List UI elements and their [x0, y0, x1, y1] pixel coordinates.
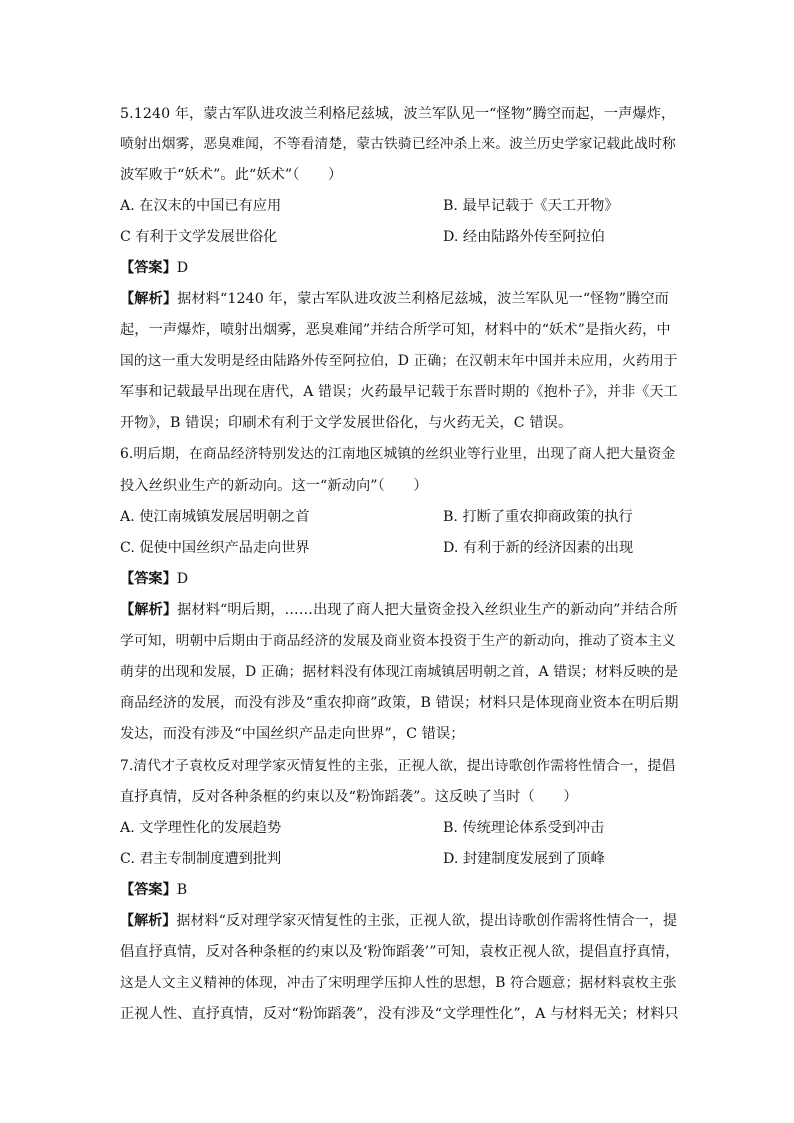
analysis-text: 据材料“1240 年，蒙古军队进攻波兰利格尼兹城，波兰军队见一“怪物”腾空而 [177, 291, 669, 307]
q6-option-b: B. 打断了重农抑商政策的执行 [443, 509, 633, 525]
q6-option-a: A. 使江南城镇发展居明朝之首 [120, 509, 310, 525]
q6-analysis-line-5: 发达，而没有涉及“中国丝织产品走向世界”，C 错误； [120, 726, 465, 742]
q5-analysis-line-5: 开物》，B 错误；印刷术有利于文学发展世俗化，与火药无关，C 错误。 [120, 415, 573, 431]
q5-analysis-line-1 [120, 289, 680, 309]
q7-answer [120, 880, 187, 900]
analysis-text: 据材料“明后期，……出现了商人把大量资金投入丝织业生产的新动向”并结合所 [177, 602, 678, 618]
q7-analysis-line-3: 这是人文主义精神的体现，冲击了宋明理学压抑人性的思想，B 符合题意；据材料袁枚主张 [120, 975, 677, 991]
q6-stem-line-2: 投入丝织业生产的新动向。这一“新动向”（ ） [120, 478, 428, 494]
q6-analysis-line-3: 萌芽的出现和发展，D 正确；据材料没有体现江南城镇居明朝之首，A 错误；材料反映的是 [120, 664, 679, 680]
q6-analysis-line-4: 商品经济的发展，而没有涉及“重农抑商”政策，B 错误；材料只是体现商业资本在明后期 [120, 695, 679, 711]
q6-answer [120, 569, 188, 589]
q6-stem-line-1: 6.明后期，在商品经济特别发达的江南地区城镇的丝织业等行业里，出现了商人把大量资金 [120, 446, 676, 462]
q7-option-b: B. 传统理论体系受到冲击 [443, 820, 605, 836]
q5-option-c: C 有利于文学发展世俗化 [120, 229, 278, 245]
q7-option-c: C. 君主专制制度遭到批判 [120, 851, 282, 867]
q5-option-b: B. 最早记载于《天工开物》 [443, 198, 619, 214]
analysis-label: 【解析】 [120, 602, 178, 618]
analysis-label: 【解析】 [120, 291, 178, 307]
answer-label: 【答案】 [120, 260, 177, 276]
q7-analysis-line-1 [120, 911, 680, 931]
answer-value: B [176, 882, 188, 898]
answer-value: D [176, 571, 189, 587]
q6-analysis-line-1 [120, 600, 680, 620]
q7-option-d: D. 封建制度发展到了顶峰 [443, 851, 605, 867]
q7-option-a: A. 文学理性化的发展趋势 [120, 820, 282, 836]
q5-stem-line-2: 喷射出烟雾，恶臭难闻，不等看清楚，蒙古铁骑已经冲杀上来。波兰历史学家记载此战时称 [120, 136, 676, 152]
q5-analysis-line-3: 国的这一重大发明是经由陆路外传至阿拉伯，D 正确；在汉朝末年中国并未应用，火药用于 [120, 353, 678, 369]
q5-answer [120, 258, 188, 278]
q7-stem-line-1: 7.清代才子袁枚反对理学家灭情复性的主张，正视人欲，提出诗歌创作需将性情合一，提倡 [120, 758, 676, 774]
q7-analysis-line-4: 正视人性、直抒真情，反对“粉饰蹈袭”，没有涉及“文学理性化”，A 与材料无关；材料只 [120, 1006, 679, 1022]
q5-analysis-line-4: 军事和记载最早出现在唐代，A 错误；火药最早记载于东晋时期的《抱朴子》，并非《天工 [120, 384, 678, 400]
answer-label: 【答案】 [120, 882, 177, 898]
q5-stem-line-3: 波军败于“妖术”。此“妖术”（ ） [120, 167, 343, 183]
q6-analysis-line-2: 学可知，明朝中后期由于商品经济的发展及商业资本投资于生产的新动向，推动了资本主义 [120, 633, 676, 649]
answer-value: D [176, 260, 189, 276]
q6-option-d: D. 有利于新的经济因素的出现 [443, 540, 634, 556]
q5-analysis-line-2: 起，一声爆炸，喷射出烟雾，恶臭难闻”并结合所学可知，材料中的“妖术”是指火药，中 [120, 322, 671, 338]
q5-option-a: A. 在汉末的中国已有应用 [120, 198, 282, 214]
analysis-label: 【解析】 [120, 913, 177, 929]
q7-stem-line-2: 直抒真情，反对各种条框的约束以及“粉饰蹈袭”。这反映了当时（ ） [120, 789, 578, 805]
answer-label: 【答案】 [120, 571, 177, 587]
q5-option-d: D. 经由陆路外传至阿拉伯 [443, 229, 605, 245]
analysis-text: 据材料“反对理学家灭情复性的主张，正视人欲，提出诗歌创作需将性情合一，提 [176, 913, 678, 929]
q7-analysis-line-2: 倡直抒真情，反对各种条框的约束以及‘粉饰蹈袭’”可知，袁枚正视人欲，提倡直抒真情， [120, 944, 680, 960]
q5-stem-line-1: 5.1240 年，蒙古军队进攻波兰利格尼兹城，波兰军队见一“怪物”腾空而起，一声爆炸， [120, 106, 676, 122]
q6-option-c: C. 促使中国丝织产品走向世界 [120, 540, 310, 556]
